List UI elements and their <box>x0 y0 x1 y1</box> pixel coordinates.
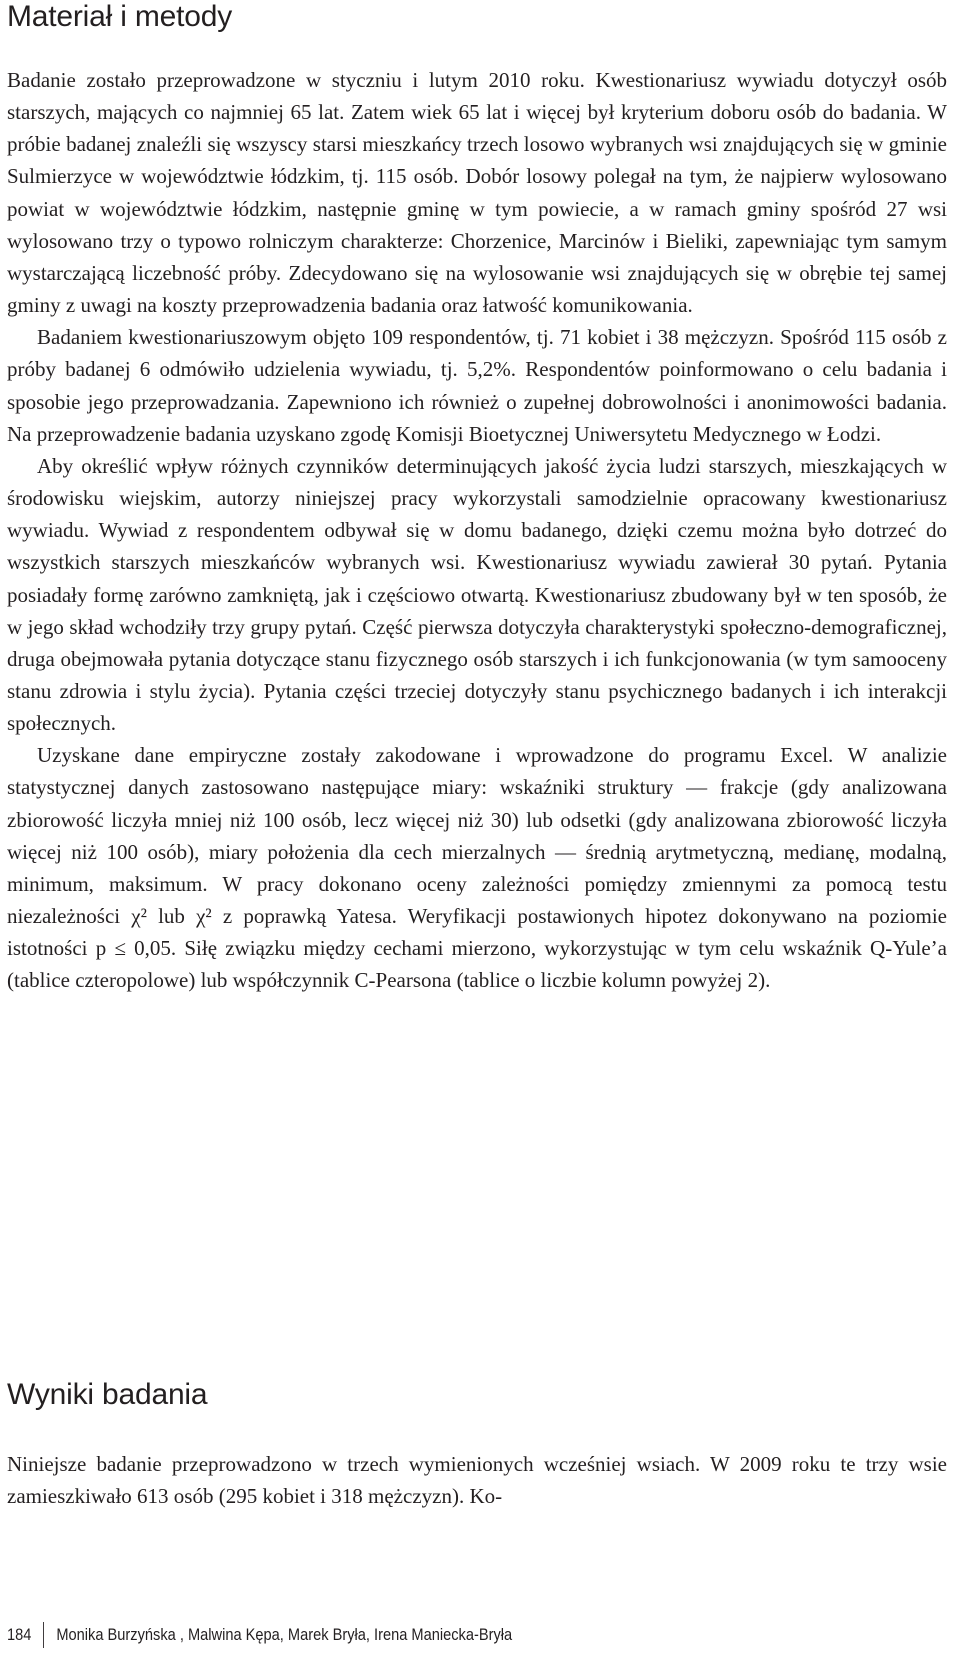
page-number: 184 <box>7 1625 32 1644</box>
paragraph: Badaniem kwestionariuszowym objęto 109 respondentów, tj. 71 kobiet i 38 mężczyzn. Spośród 115 osób z próby badanej 6 odmówiło udzielenia wywiadu, tj. 5,2%. Respondentów poinformowano o celu badania i sposobie jego przeprowadzania. Zapewniono ich również o zupełnej dobrowolności i anonimowości badania. Na przeprowadzenie badania uzyskano zgodę Komisji Bioetycznej Uniwersytetu Medycznego w Łodzi. <box>7 325 947 446</box>
section-heading-results: Wyniki badania <box>7 1378 208 1411</box>
paragraph: Uzyskane dane empiryczne zostały zakodowane i wprowadzone do programu Excel. W analizie statystycznej danych zastosowano następujące miary: wskaźniki struktury — frakcje (gdy analizowana zbiorowość liczyła mniej niż 100 osób, lecz więcej niż 30) lub odsetki (gdy analizowana zbiorowość liczyła więcej niż 100 osób), miary położenia dla cech mierzalnych — średnią arytmetyczną, medianę, modalną, minimum, maksimum. W pracy dokonano oceny zależności pomiędzy zmiennymi za pomocą testu niezależności χ² lub χ² z poprawką Yatesa. Weryfikacji postawionych hipotez dokonywano na poziomie istotności p ≤ 0,05. Siłę związku między cechami mierzono, wykorzystując w tym celu wskaźnik Q-Yule’a (tablice czteropolowe) lub współczynnik C-Pearsona (tablice o liczbie kolumn powyżej 2). <box>7 743 947 993</box>
section-heading-methods: Materiał i metody <box>7 0 233 33</box>
section-body-results <box>7 1448 947 1512</box>
section-body-methods <box>7 64 947 997</box>
footer-divider <box>43 1622 44 1648</box>
paragraph: Niniejsze badanie przeprowadzono w trzech wymienionych wcześniej wsiach. W 2009 roku te trzy wsie zamieszkiwało 613 osób (295 kobiet i 318 mężczyzn). Ko- <box>7 1452 947 1509</box>
paragraph: Aby określić wpływ różnych czynników determinujących jakość życia ludzi starszych, mieszkających w środowisku wiejskim, autorzy niniejszej pracy wykorzystali samodzielnie opracowany kwestionariusz wywiadu. Wywiad z respondentem odbywał się w domu badanego, dzięki czemu można było dotrzeć do wszystkich starszych mieszkańców wybranych wsi. Kwestionariusz wywiadu zawierał 30 pytań. Pytania posiadały formę zarówno zamkniętą, jak i częściowo otwartą. Kwestionariusz zbudowany był w ten sposób, że w jego skład wchodziły trzy grupy pytań. Część pierwsza dotyczyła charakterystyki społeczno-demograficznej, druga obejmowała pytania dotyczące stanu fizycznego osób starszych i ich funkcjonowania (w tym samooceny stanu zdrowia i stylu życia). Pytania części trzeciej dotyczyły stanu psychicznego badanych i ich interakcji społecznych. <box>7 453 947 736</box>
footer-authors: Monika Burzyńska , Malwina Kępa, Marek Bryła, Irena Maniecka-Bryła <box>56 1625 513 1644</box>
paragraph: Badanie zostało przeprowadzone w styczniu i lutym 2010 roku. Kwestionariusz wywiadu dotyczył osób starszych, mających co najmniej 65 lat. Zatem wiek 65 lat i więcej był kryterium doboru osób do badania. W próbie badanej znaleźli się wszyscy starsi mieszkańcy trzech losowo wybranych wsi znajdujących się w gminie Sulmierzyce w województwie łódzkim, tj. 115 osób. Dobór losowy polegał na tym, że najpierw wylosowano powiat w województwie łódzkim, następnie gminę w tym powiecie, a w ramach gminy spośród 27 wsi wylosowano trzy o typowo rolniczym charakterze: Chorzenice, Marcinów i Bieliki, zapewniając tym samym wystarczającą liczebność próby. Zdecydowano się na wylosowanie wsi znajdujących się w obrębie tej samej gminy z uwagi na koszty przeprowadzenia badania oraz łatwość komunikowania. <box>7 68 947 318</box>
page-footer <box>7 1622 512 1648</box>
